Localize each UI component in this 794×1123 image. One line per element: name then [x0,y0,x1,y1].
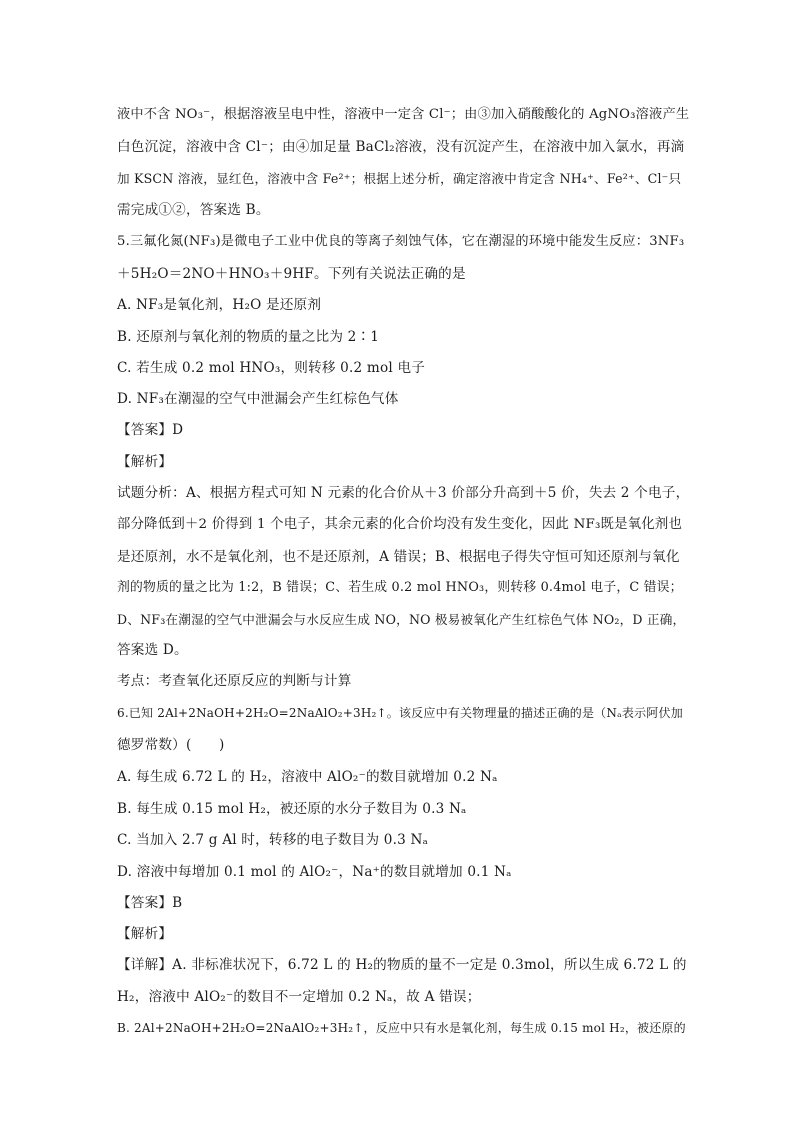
text-line: 加 KSCN 溶液，显红色，溶液中含 Fe²⁺；根据上述分析，确定溶液中肯定含 NH₄⁺、Fe²⁺、Cl⁻只 [117,171,682,186]
text-line: ＋5H₂O＝2NO＋HNO₃＋9HF。下列有关说法正确的是 [117,266,466,282]
text-line: B. 2Al+2NaOH+2H₂O=2NaAlO₂+3H₂↑，反应中只有水是氧化剂，每生成 0.15 mol H₂，被还原的 [117,1021,686,1035]
option-a: A. NF₃是氧化剂，H₂O 是还原剂 [117,297,322,313]
question-5-stem: 5.三氟化氮(NF₃)是微电子工业中优良的等离子刻蚀气体，它在潮湿的环境中能发生反应：3NF₃ [117,234,685,249]
text-line: D、NF₃在潮湿的空气中泄漏会与水反应生成 NO，NO 极易被氧化产生红棕色气体 NO₂，D 正确， [117,612,686,627]
option-b: B. 每生成 0.15 mol H₂，被还原的水分子数目为 0.3 Nₐ [117,801,467,817]
text-line: 部分降低到＋2 价得到 1 个电子，其余元素的化合价均没有发生变化，因此 NF₃既是氧化剂也 [117,517,683,532]
text-line: 德罗常数）( ) [117,737,225,753]
text-line: 液中不含 NO₃⁻，根据溶液呈电中性，溶液中一定含 Cl⁻；由③加入硝酸酸化的 AgNO₃溶液产生 [117,107,690,122]
option-b: B. 还原剂与氧化剂的物质的量之比为 2∶1 [117,329,380,345]
text-line: 白色沉淀，溶液中含 Cl⁻；由④加足量 BaCl₂溶液，没有沉淀产生，在溶液中加入氯水，再滴 [117,139,685,155]
text-line: 答案选 D。 [117,642,188,658]
analysis-label: 【解析】 [117,926,173,942]
answer-label: 【答案】B [117,895,183,911]
option-c: C. 若生成 0.2 mol HNO₃，则转移 0.2 mol 电子 [117,360,426,376]
text-line: 【详解】A. 非标准状况下，6.72 L 的 H₂的物质的量不一定是 0.3mol，所以生成 6.72 L 的 [117,957,687,973]
text-line: H₂，溶液中 AlO₂⁻的数目不一定增加 0.2 Nₐ，故 A 错误； [117,989,481,1005]
option-c: C. 当加入 2.7 g Al 时，转移的电子数目为 0.3 Nₐ [117,832,429,848]
text-line: 剂的物质的量之比为 1:2，B 错误；C、若生成 0.2 mol HNO₃，则转移 0.4mol 电子，C 错误； [117,580,683,595]
option-d: D. 溶液中每增加 0.1 mol 的 AlO₂⁻，Na⁺的数目就增加 0.1 Nₐ [117,864,512,880]
text-line: 是还原剂，水不是氧化剂，也不是还原剂，A 错误；B、根据电子得失守恒可知还原剂与氧化 [117,549,680,565]
analysis-label: 【解析】 [117,454,173,470]
answer-label: 【答案】D [117,422,184,438]
question-6-stem: 6.已知 2Al+2NaOH+2H₂O=2NaAlO₂+3H₂↑。该反应中有关物理量的描述正确的是（Nₐ表示阿伏加 [117,706,683,720]
option-d: D. NF₃在潮湿的空气中泄漏会产生红棕色气体 [117,391,399,407]
text-line: 试题分析：A、根据方程式可知 N 元素的化合价从＋3 价部分升高到＋5 价，失去 2 个电子， [117,485,690,501]
key-point: 考点：考查氧化还原反应的判断与计算 [117,673,352,689]
option-a: A. 每生成 6.72 L 的 H₂，溶液中 AlO₂⁻的数目就增加 0.2 Nₐ [117,769,498,785]
text-line: 需完成①②，答案选 B。 [117,202,270,218]
